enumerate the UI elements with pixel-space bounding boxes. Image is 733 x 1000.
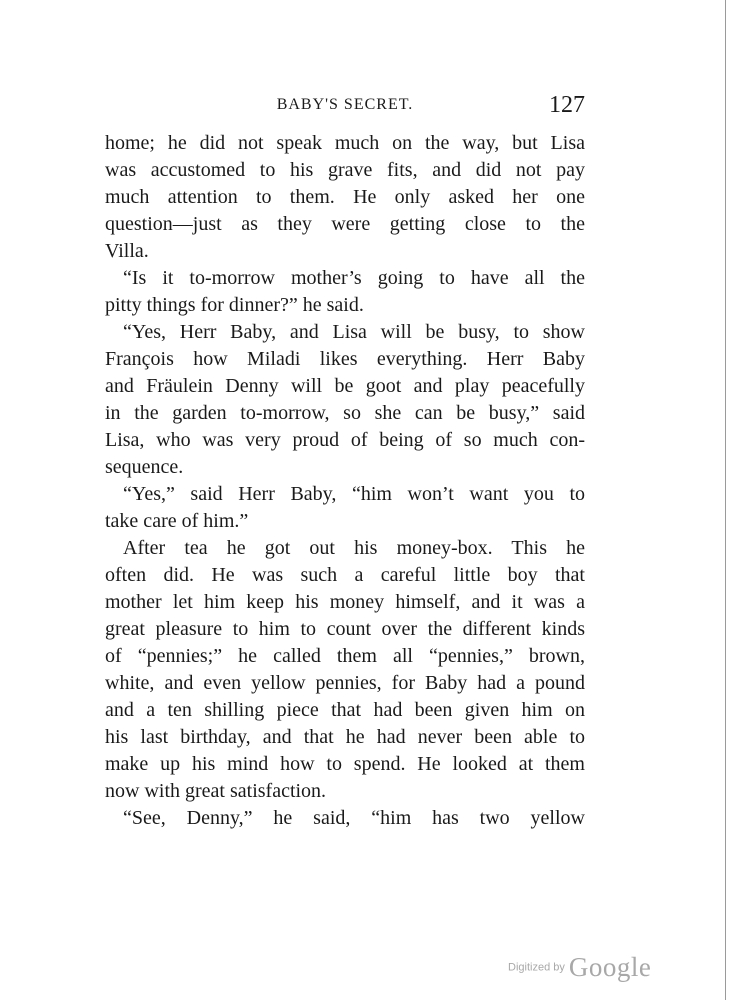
text-line: of “pennies;” he called them all “pennies,” brown,: [105, 645, 585, 667]
text-line: much attention to them. He only asked her one: [105, 186, 585, 208]
page-edge-line: [725, 0, 726, 1000]
text-line: question—just as they were getting close to the: [105, 213, 585, 235]
text-line: home; he did not speak much on the way, but Lisa: [105, 132, 585, 154]
text-line: François how Miladi likes everything. Herr Baby: [105, 348, 585, 370]
text-line: often did. He was such a careful little boy that: [105, 564, 585, 586]
text-line: make up his mind how to spend. He looked at them: [105, 753, 585, 775]
text-line: in the garden to-morrow, so she can be busy,” said: [105, 402, 585, 424]
text-line: “Yes,” said Herr Baby, “him won’t want you to: [123, 483, 585, 505]
text-line: pitty things for dinner?” he said.: [105, 294, 364, 316]
text-line: Lisa, who was very proud of being of so much con-: [105, 429, 585, 451]
text-line: “Yes, Herr Baby, and Lisa will be busy, to show: [123, 321, 585, 343]
text-line: Villa.: [105, 240, 149, 262]
watermark-prefix: Digitized by: [508, 961, 565, 974]
text-line: great pleasure to him to count over the different kinds: [105, 618, 585, 640]
digitized-by-google-watermark: [508, 952, 651, 988]
text-line: was accustomed to his grave fits, and did not pay: [105, 159, 585, 181]
google-logo: Google: [568, 952, 652, 982]
text-line: take care of him.”: [105, 510, 249, 532]
text-line: After tea he got out his money-box. This he: [123, 537, 585, 559]
text-line: mother let him keep his money himself, and it was a: [105, 591, 585, 613]
text-line: and a ten shilling piece that had been given him on: [105, 699, 585, 721]
running-title: BABY'S SECRET.: [276, 96, 414, 113]
text-line: his last birthday, and that he had never been able to: [105, 726, 585, 748]
text-line: sequence.: [105, 456, 184, 478]
text-line: now with great satisfaction.: [105, 780, 327, 802]
body-text: [105, 130, 585, 832]
running-head: [105, 92, 585, 116]
text-line: “See, Denny,” he said, “him has two yellow: [123, 807, 585, 829]
text-line: white, and even yellow pennies, for Baby had a pound: [105, 672, 585, 694]
text-line: “Is it to-morrow mother’s going to have all the: [123, 267, 585, 289]
page-number: 127: [549, 92, 585, 118]
text-line: and Fräulein Denny will be goot and play peacefully: [105, 375, 585, 397]
